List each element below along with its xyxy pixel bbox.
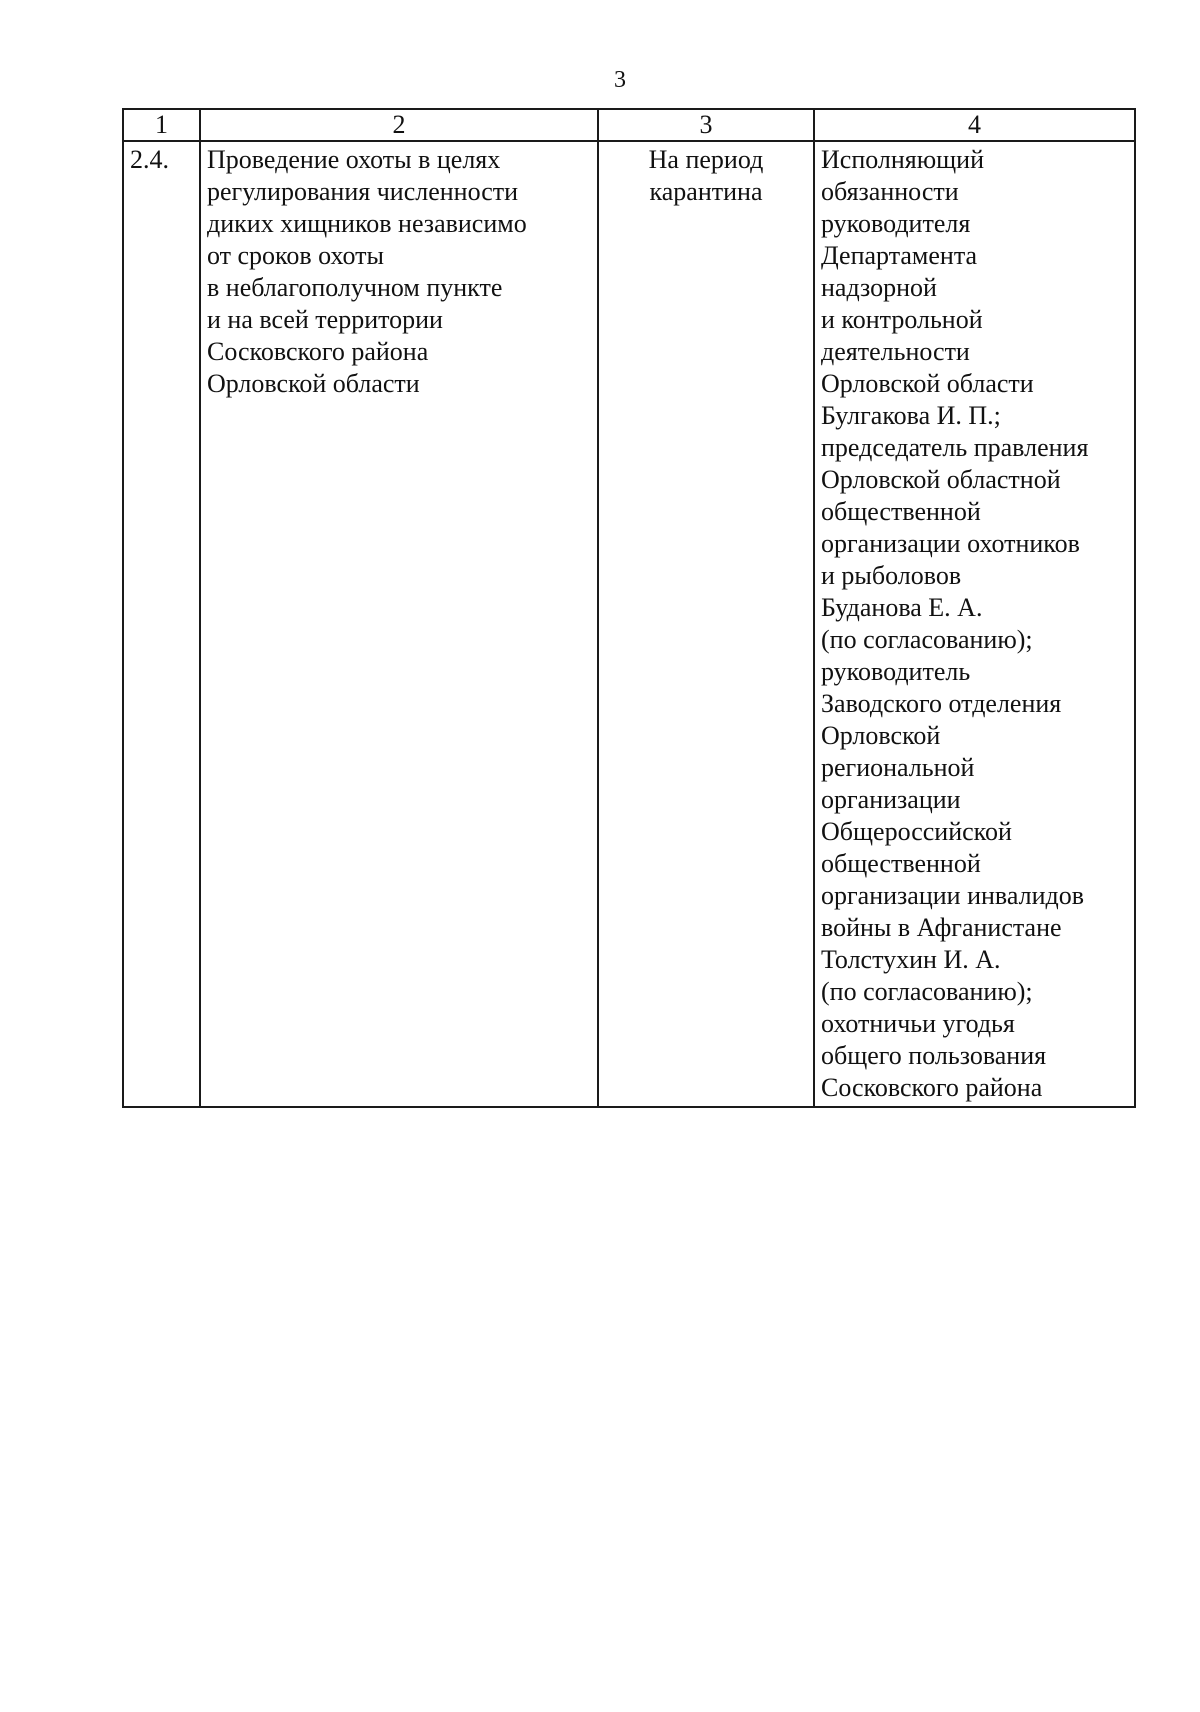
responsible-line: (по согласованию); [821,625,1033,654]
responsible-line: Орловской [821,721,941,750]
responsible-line: надзорной [821,273,937,302]
responsible-line: региональной [821,753,975,782]
description-line: и на всей территории [207,305,443,334]
responsible-line: охотничьи угодья [821,1009,1015,1038]
responsible-line: войны в Афганистане [821,913,1062,942]
responsible-line: Орловской областной [821,465,1061,494]
responsible-line: деятельности [821,337,970,366]
row-number: 2.4. [123,141,200,1107]
responsible-line: Толстухин И. А. [821,945,1001,974]
responsible-line: Заводского отделения [821,689,1062,718]
description-line: диких хищников независимо [207,209,527,238]
responsible-line: Орловской области [821,369,1034,398]
page-number: 3 [614,67,626,93]
description-line: в неблагополучном пункте [207,273,503,302]
responsible-line: председатель правления [821,433,1089,462]
measure-description [200,141,598,1107]
measure-responsible [814,141,1135,1107]
description-line: Сосковского района [207,337,429,366]
description-line: регулирования численности [207,177,519,206]
measure-period [598,141,814,1107]
header-col-2: 2 [200,109,598,141]
header-col-4: 4 [814,109,1135,141]
description-line: Проведение охоты в целях [207,145,501,174]
responsible-line: Департамента [821,241,978,270]
period-line: карантина [649,177,763,206]
table-header [123,109,1135,141]
responsible-line: общественной [821,497,981,526]
header-col-3: 3 [598,109,814,141]
responsible-line: Булгакова И. П.; [821,401,1001,430]
responsible-line: руководителя [821,209,971,238]
responsible-line: Сосковского района [821,1073,1043,1102]
responsible-line: и рыболовов [821,561,962,590]
measures-table [122,108,1136,1108]
table-body [123,141,1135,1107]
responsible-line: Буданова Е. А. [821,593,983,622]
responsible-line: общественной [821,849,981,878]
responsible-line: Общероссийской [821,817,1012,846]
responsible-line: организации охотников [821,529,1080,558]
responsible-line: общего пользования [821,1041,1047,1070]
description-line: от сроков охоты [207,241,384,270]
responsible-line: Исполняющий [821,145,985,174]
header-row [123,109,1135,141]
responsible-line: и контрольной [821,305,983,334]
period-line: На период [648,145,764,174]
table-row [123,141,1135,1107]
responsible-line: обязанности [821,177,959,206]
responsible-line: руководитель [821,657,971,686]
responsible-line: (по согласованию); [821,977,1033,1006]
responsible-line: организации инвалидов [821,881,1085,910]
responsible-line: организации [821,785,961,814]
description-line: Орловской области [207,369,420,398]
header-col-1: 1 [123,109,200,141]
